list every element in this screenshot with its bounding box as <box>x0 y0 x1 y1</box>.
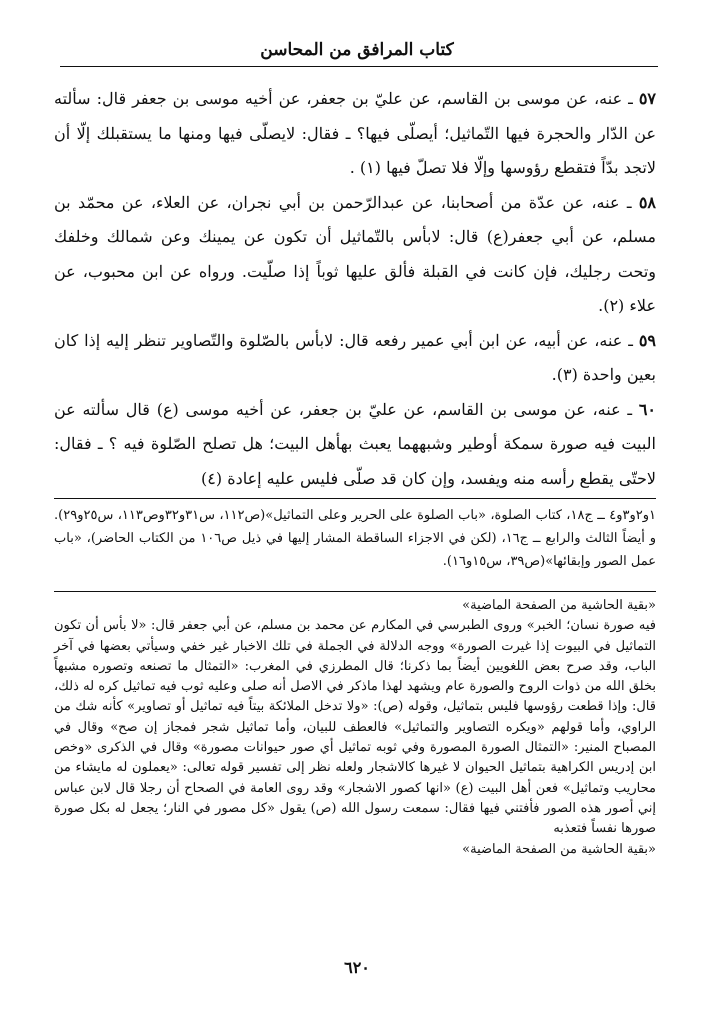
hadith-text: ـ عنه، عن عدّة من أصحابنا، عن عبدالرّحمن بن أبي نجران، عن العلاء، عن محمّد بن مسلم، عن أبي جعفر(ع) قال: لابأس بالتّماثيل أن تكون عن يمينك وعن شمالك وخلفك وتحت رجليك، فإن كانت في القبلة فألق عليها ثوباً إذا صلّيت. ورواه عن ابن محبوب، عن علاء (٢). <box>54 192 656 315</box>
hadith-text: ـ عنه، عن أبيه، عن ابن أبي عمير رفعه قال: لابأس بالصّلوة والتّصاوير تنظر إليه إذا كان بعين واحدة (٣). <box>54 330 656 384</box>
hadith-text: ـ عنه، عن موسى بن القاسم، عن عليّ بن جعفر، عن أخيه موسى بن جعفر قال: سألته عن الدّار والحجرة فيها التّماثيل؛ أيصلّى فيها؟ ـ فقال: لايصلّى فيها ومنها ما يستقبلك إلّا أن لاتجد بدّاً فتقطع رؤوسها وإلّا فلا تصلّ فيها (١) . <box>54 89 657 177</box>
page-number: ٦٢٠ <box>344 958 370 977</box>
main-text <box>54 82 656 496</box>
hadith-number: ٥٧ <box>638 89 656 108</box>
header-divider <box>60 66 658 67</box>
margin-note-text: فيه صورة نسان؛ الخبر» وروى الطبرسي في المكارم عن محمد بن مسلم، عن أبي جعفر قال: «لا بأس أن تكون التماثيل في البيوت إذا غيرت الصورة» ووجه الدلالة في الجملة في تلك الاخبار غير خفي وسيأتي بعضها في آخر الباب، وقد صرح بعض اللغويين أيضاً بما ذكرنا؛ قال المطرزي في المغرب: «التمثال ما تصنعه وتصوره مشبهاً بخلق الله من ذوات الروح والصورة عام ويشهد لهذا ماذكر في الاصل أنه صلى وعليه ثوب فيه تماثيل كره له ذلك، قال: وإذا قطعت رؤوسها فليس بتماثيل، وقوله (ص): «ولا تدخل الملائكة بيتاً فيه تماثيل أو تصاوير» كأنه شك من الراوي، وأما قولهم «ويكره التصاوير والتماثيل» فالعطف للبيان، وأما تماثيل شجر فمجاز إن صح» وقال في المصباح المنير: «التمثال الصورة المصورة وفي ثوبه تماثيل أي صور حيوانات مصورة» وقال في الذكرى «وخص ابن إدريس الكراهية بتماثيل الحيوان لا غيرها كالاشجار ولعله نظر إلى تفسير قوله تعالى: «يعملون له مايشاء من محاريب وتماثيل» فعن أهل البيت (ع) «انها كصور الاشجار» وقد روى العامة في الصحاح أن رجلا قال لابن عباس إني أصور هذه الصور فأفتني فيها فقال: سمعت رسول الله (ص) يقول «كل مصور في النار؛ يجعل له بكل صورة صورها نفساً فتعذبه <box>54 618 656 837</box>
hadith-paragraph <box>54 324 656 393</box>
hadith-number: ٥٩ <box>638 330 656 350</box>
hadith-paragraph <box>54 393 656 497</box>
footnote-divider <box>54 498 656 499</box>
margin-note-continued-from: «بقية الحاشية من الصفحة الماضية» <box>462 598 656 613</box>
hadith-number: ٦٠ <box>638 399 656 419</box>
hadith-text: ـ عنه، عن موسى بن القاسم، عن عليّ بن جعفر، عن أخيه موسى (ع) قال سألته عن البيت فيه صورة سمكة أوطير وشبههما يعبث بهأهل البيت؛ هل تصلح الصّلوة فيه ؟ ـ فقال: لاحتّى يقطع رأسه منه ويفسد، وإن كان قد صلّى فليس عليه إعادة (٤) <box>54 399 657 488</box>
page-header: كتاب المرافق من المحاسن <box>260 40 454 60</box>
hadith-number: ٥٨ <box>638 192 656 212</box>
footnote-references: ١و٢و٣و٤ ــ ج١٨، كتاب الصلوة، «باب الصلوة على الحرير وعلى التماثيل»(ص١١٢، س٣١و٣٢وص١١٣، س٢٥و٢٩). و أيضاً الثالث والرابع ــ ج١٦، (لكن في الاجزاء الساقطة المشار إليها في ذيل ص١٠٦ من الكتاب الحاضر)، «باب عمل الصور وإبقائها»(ص٣٩، س١٥و١٦). <box>54 508 656 569</box>
margin-note-continued-to: «بقية الحاشية من الصفحة الماضية» <box>462 841 656 857</box>
margin-note <box>54 596 656 860</box>
hadith-paragraph <box>54 82 656 186</box>
margin-note-divider <box>54 591 656 592</box>
hadith-paragraph <box>54 186 656 324</box>
